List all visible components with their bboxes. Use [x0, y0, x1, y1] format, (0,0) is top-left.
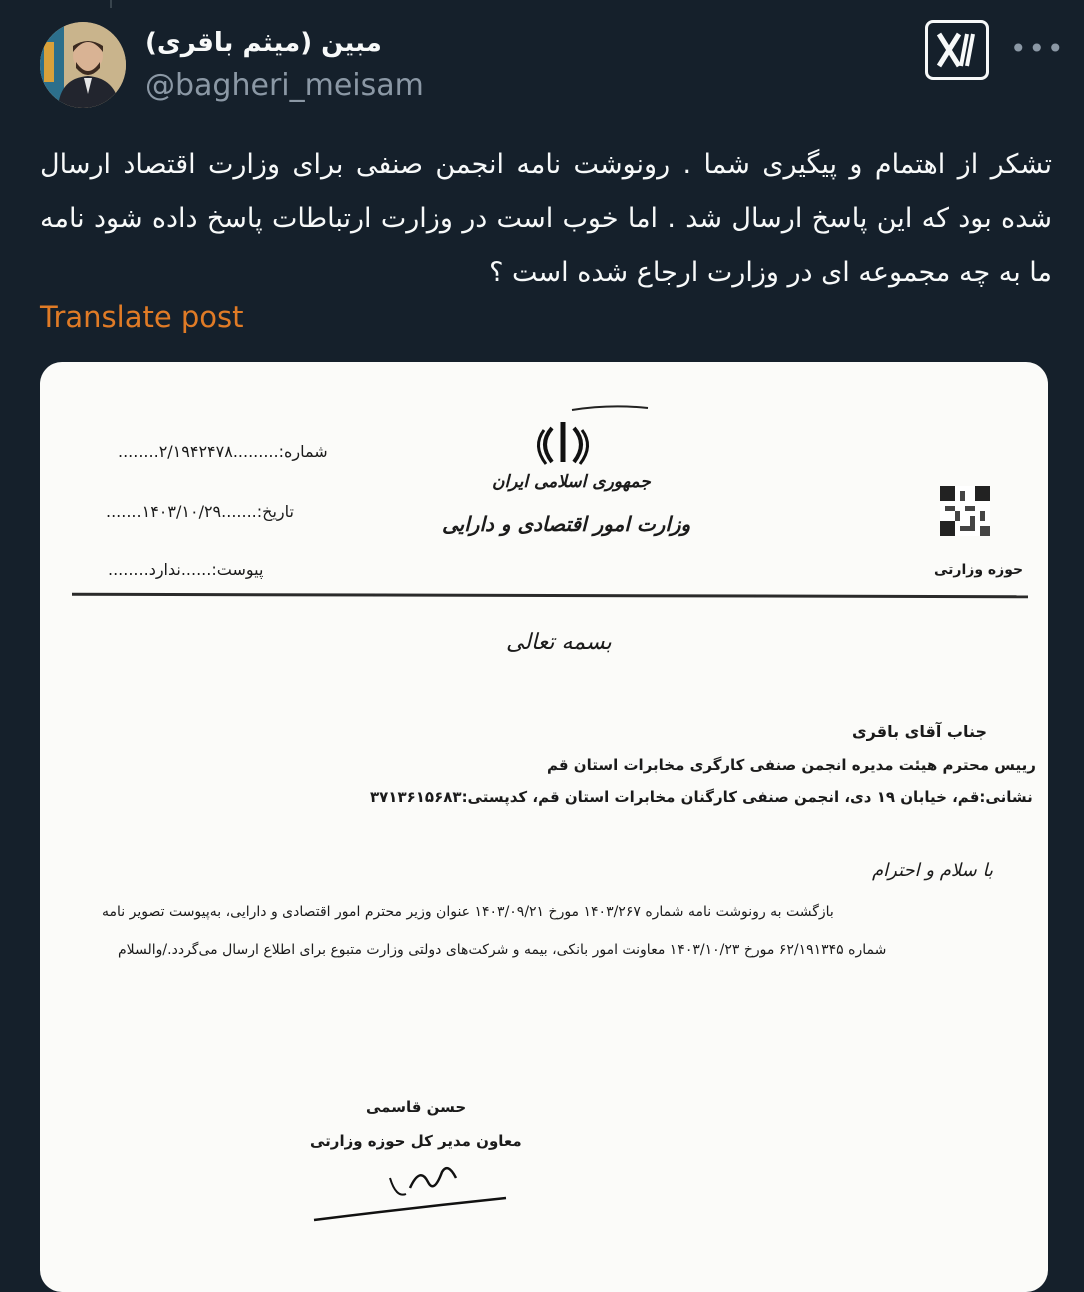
iran-emblem-icon [530, 418, 596, 468]
org-line1: جمهوری اسلامی ایران [492, 472, 651, 492]
signer-name: حسن قاسمی [366, 1098, 467, 1116]
avatar[interactable] [40, 22, 126, 108]
display-name[interactable]: مبین (میثم باقری) [145, 28, 382, 58]
signer-title: معاون مدیر کل حوزه وزارتی [310, 1132, 522, 1150]
qr-code-icon [940, 486, 990, 536]
x-logo-icon[interactable] [925, 20, 989, 80]
more-icon[interactable]: ••• [1010, 32, 1066, 65]
qr-label: حوزه وزارتی [934, 562, 1024, 578]
recipient-role: رییس محترم هیئت مدیره انجمن صنفی کارگری مخابرات استان قم [547, 756, 1036, 774]
attached-letter-image[interactable] [40, 362, 1048, 1292]
header-rule [72, 593, 1028, 599]
header-stroke [570, 402, 650, 416]
letter-attachment: پیوست:......ندارد........ [108, 560, 264, 579]
recipient-address: نشانی:قم، خیابان ۱۹ دی، انجمن صنفی کارگنان مخابرات استان قم، کدپستی:۳۷۱۳۶۱۵۶۸۳ [370, 788, 1033, 806]
greeting: با سلام و احترام [872, 860, 993, 881]
letter-number: شماره:.........۲/۱۹۴۲۴۷۸........ [118, 442, 328, 461]
tweet-text: تشکر از اهتمام و پیگیری شما . رونوشت نامه انجمن صنفی برای وزارت اقتصاد ارسال شده بود که این پاسخ ارسال شد . اما خوب است در وزارت ارتباطات پاسخ داده شود نامه ما به چه مجموعه ای در وزارت ارجاع شده است ؟ [40, 149, 1052, 288]
body-line1: بازگشت به رونوشت نامه شماره ۱۴۰۳/۲۶۷ مورخ ۱۴۰۳/۰۹/۲۱ عنوان وزیر محترم امور اقتصادی و دارایی، به‌پیوست تصویر نامه [102, 904, 834, 920]
signature-icon [310, 1158, 510, 1228]
user-handle[interactable]: @bagheri_meisam [145, 68, 424, 103]
org-line2: وزارت امور اقتصادی و دارایی [442, 512, 691, 536]
letter-date: تاریخ:.......۱۴۰۳/۱۰/۲۹....... [106, 502, 294, 521]
thread-line [110, 0, 112, 8]
translate-post-link[interactable]: Translate post [40, 300, 244, 334]
body-line2: شماره ۶۲/۱۹۱۳۴۵ مورخ ۱۴۰۳/۱۰/۲۳ معاونت امور بانکی، بیمه و شرکت‌های دولتی وزارت متبوع برای اطلاع ارسال می‌گردد./والسلام [118, 942, 887, 958]
invocation: بسمه تعالی [506, 630, 612, 655]
recipient-title: جناب آقای باقری [852, 722, 988, 741]
